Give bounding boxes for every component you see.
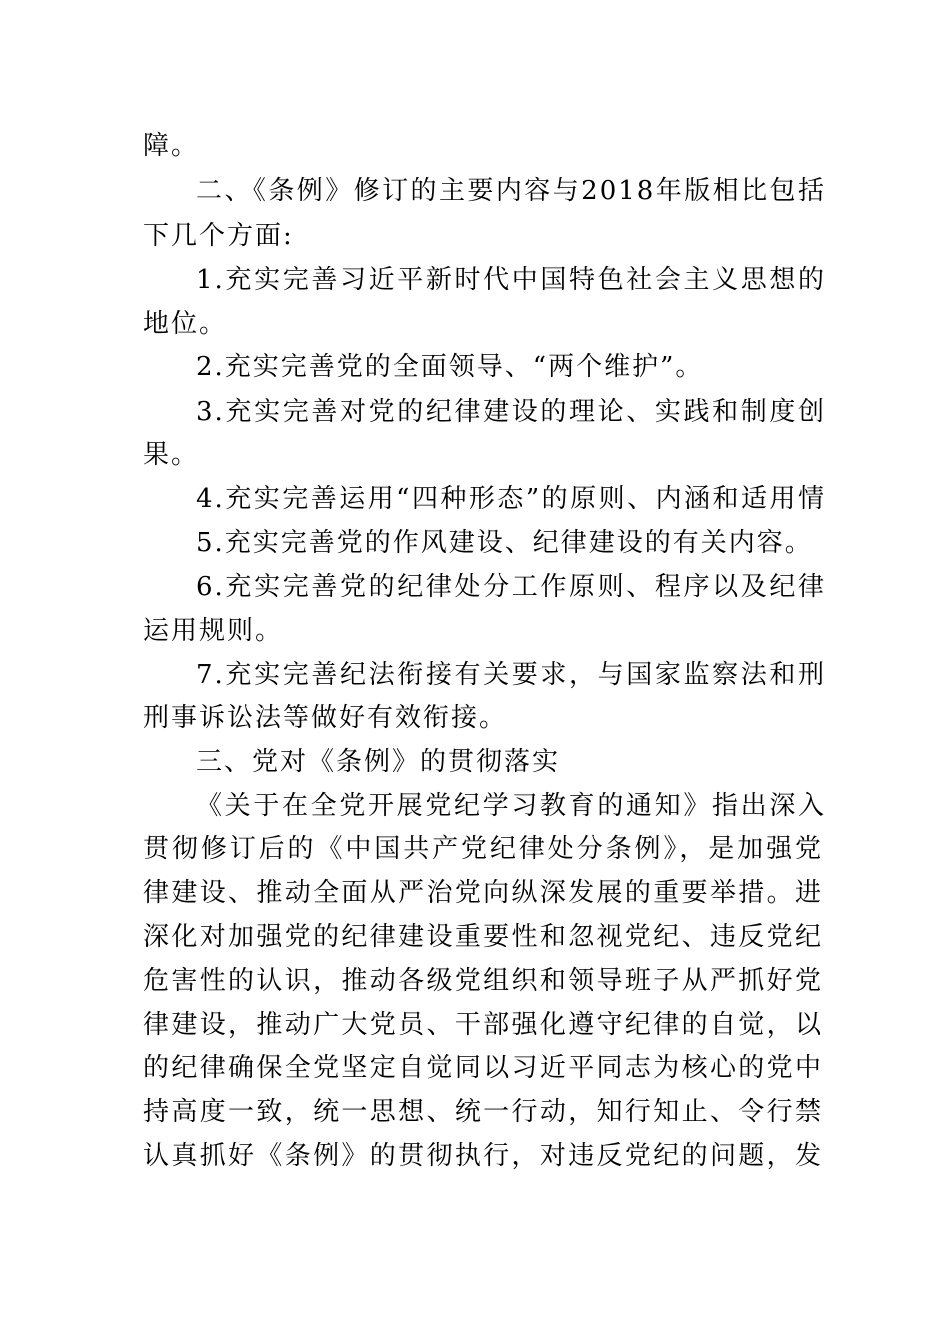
paragraph-line: 的纪律确保全党坚定自觉同以习近平同志为核心的党中 <box>143 1053 823 1083</box>
paragraph-line: 认真抓好《条例》的贯彻执行，对违反党纪的问题，发 <box>143 1141 823 1171</box>
paragraph-line: 危害性的认识，推动各级党组织和领导班子从严抓好党 <box>143 966 823 996</box>
text-line: 地位。 <box>143 309 228 339</box>
list-item-1: 1.充实完善习近平新时代中国特色社会主义思想的 <box>196 265 826 295</box>
list-item-6: 6.充实完善党的纪律处分工作原则、程序以及纪律 <box>196 572 826 602</box>
paragraph-line: 《关于在全党开展党纪学习教育的通知》指出深入 <box>196 791 826 821</box>
list-item-2: 2.充实完善党的全面领导、“两个维护”。 <box>196 352 704 382</box>
text-line: 障。 <box>143 131 200 161</box>
text-line: 下几个方面: <box>143 221 294 251</box>
paragraph-line: 深化对加强党的纪律建设重要性和忽视党纪、违反党纪 <box>143 922 823 952</box>
section-heading-2: 二、《条例》修订的主要内容与2018年版相比包括 <box>196 176 826 206</box>
paragraph-line: 贯彻修订后的《中国共产党纪律处分条例》，是加强党 <box>143 834 823 864</box>
list-item-3: 3.充实完善对党的纪律建设的理论、实践和制度创 <box>196 397 826 427</box>
text-line: 运用规则。 <box>143 616 284 646</box>
text-line: 果。 <box>143 440 200 470</box>
list-item-7: 7.充实完善纪法衔接有关要求，与国家监察法和刑 <box>196 660 826 690</box>
paragraph-line: 律建设，推动广大党员、干部强化遵守纪律的自觉，以 <box>143 1010 823 1040</box>
list-item-5: 5.充实完善党的作风建设、纪律建设的有关内容。 <box>196 528 813 558</box>
list-item-4: 4.充实完善运用“四种形态”的原则、内涵和适用情 <box>196 484 826 514</box>
section-heading-3: 三、党对《条例》的贯彻落实 <box>196 747 561 777</box>
paragraph-line: 律建设、推动全面从严治党向纵深发展的重要举措。进 <box>143 878 823 908</box>
text-line: 刑事诉讼法等做好有效衔接。 <box>143 703 508 733</box>
paragraph-line: 持高度一致，统一思想、统一行动，知行知止、令行禁 <box>143 1097 823 1127</box>
